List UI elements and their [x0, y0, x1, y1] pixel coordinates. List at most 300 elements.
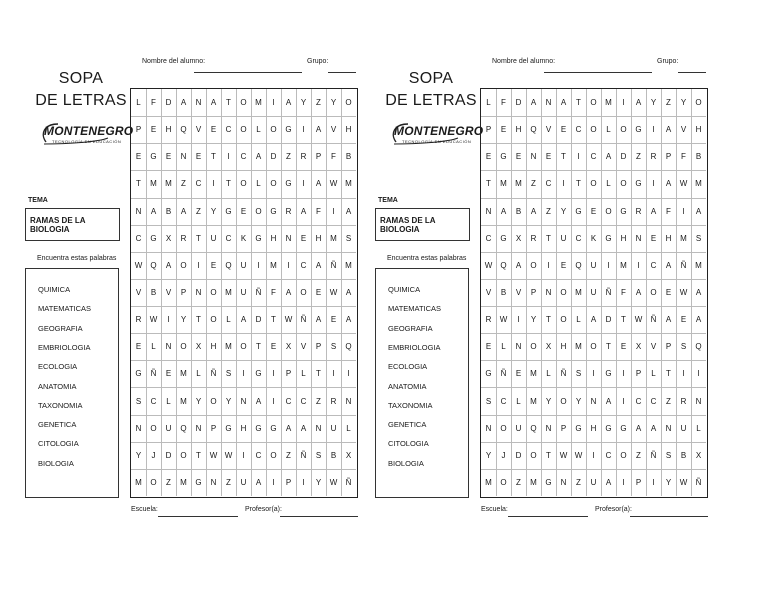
- grid-letter[interactable]: I: [242, 369, 245, 379]
- grid-letter[interactable]: I: [697, 369, 700, 379]
- grid-letter[interactable]: U: [590, 260, 597, 270]
- grid-letter[interactable]: A: [590, 315, 597, 325]
- grid-letter[interactable]: F: [681, 152, 686, 162]
- grid-letter[interactable]: T: [196, 450, 201, 460]
- grid-letter[interactable]: Ñ: [345, 477, 352, 487]
- grid-letter[interactable]: A: [665, 179, 672, 189]
- grid-letter[interactable]: X: [545, 342, 552, 352]
- grid-letter[interactable]: M: [575, 288, 582, 297]
- grid-letter[interactable]: E: [545, 152, 552, 162]
- grid-letter[interactable]: L: [136, 98, 141, 108]
- grid-letter[interactable]: A: [665, 125, 672, 135]
- grid-letter[interactable]: R: [300, 152, 307, 162]
- grid-letter[interactable]: O: [300, 288, 307, 297]
- grid-letter[interactable]: A: [345, 315, 352, 325]
- grid-letter[interactable]: V: [195, 125, 202, 135]
- grid-letter[interactable]: I: [607, 260, 610, 270]
- grid-letter[interactable]: E: [330, 315, 337, 325]
- grid-letter[interactable]: D: [165, 450, 172, 460]
- grid-letter[interactable]: V: [165, 288, 172, 297]
- grid-letter[interactable]: Z: [196, 206, 201, 216]
- grid-letter[interactable]: A: [605, 396, 612, 406]
- grid-letter[interactable]: O: [240, 125, 247, 135]
- grid-letter[interactable]: I: [347, 369, 350, 379]
- grid-letter[interactable]: C: [150, 396, 157, 406]
- grid-letter[interactable]: Z: [166, 477, 171, 487]
- grid-letter[interactable]: M: [620, 260, 627, 270]
- grid-letter[interactable]: E: [620, 342, 627, 352]
- grid-letter[interactable]: A: [300, 423, 307, 433]
- grid-letter[interactable]: S: [330, 342, 337, 352]
- grid-letter[interactable]: T: [256, 342, 261, 352]
- grid-letter[interactable]: S: [665, 450, 672, 460]
- grid-letter[interactable]: A: [150, 206, 157, 216]
- grid-letter[interactable]: O: [180, 450, 187, 460]
- grid-letter[interactable]: M: [180, 477, 187, 487]
- grid-letter[interactable]: A: [300, 206, 307, 216]
- grid-letter[interactable]: I: [547, 260, 550, 270]
- grid-letter[interactable]: G: [225, 423, 232, 433]
- grid-letter[interactable]: A: [240, 315, 247, 325]
- grid-letter[interactable]: Q: [345, 342, 352, 352]
- grid-letter[interactable]: N: [180, 152, 187, 162]
- grid-letter[interactable]: W: [679, 477, 688, 487]
- grid-letter[interactable]: U: [590, 288, 597, 297]
- grid-letter[interactable]: N: [195, 423, 202, 433]
- grid-letter[interactable]: H: [165, 125, 172, 135]
- grid-letter[interactable]: Q: [530, 423, 537, 433]
- grid-letter[interactable]: H: [240, 423, 247, 433]
- grid-letter[interactable]: T: [211, 152, 216, 162]
- grid-letter[interactable]: T: [576, 98, 581, 108]
- grid-letter[interactable]: X: [285, 342, 292, 352]
- grid-letter[interactable]: O: [180, 342, 187, 352]
- grid-letter[interactable]: F: [316, 206, 321, 216]
- grid-letter[interactable]: T: [196, 233, 201, 243]
- grid-letter[interactable]: Q: [150, 260, 157, 270]
- grid-letter[interactable]: Ñ: [560, 369, 567, 379]
- grid-letter[interactable]: F: [151, 98, 156, 108]
- grid-letter[interactable]: L: [166, 396, 171, 406]
- grid-letter[interactable]: W: [559, 450, 568, 460]
- grid-letter[interactable]: Y: [665, 477, 672, 487]
- grid-letter[interactable]: M: [575, 342, 582, 352]
- grid-letter[interactable]: O: [345, 98, 352, 108]
- grid-letter[interactable]: P: [315, 342, 322, 352]
- grid-letter[interactable]: Q: [695, 342, 702, 352]
- grid-letter[interactable]: Z: [666, 98, 671, 108]
- grid-letter[interactable]: A: [285, 98, 292, 108]
- grid-letter[interactable]: M: [695, 260, 702, 270]
- grid-letter[interactable]: U: [560, 233, 567, 243]
- grid-letter[interactable]: G: [255, 423, 262, 433]
- grid-letter[interactable]: I: [592, 450, 595, 460]
- grid-letter[interactable]: A: [345, 206, 352, 216]
- grid-letter[interactable]: X: [635, 342, 642, 352]
- grid-letter[interactable]: J: [151, 450, 156, 460]
- grid-letter[interactable]: A: [255, 152, 262, 162]
- grid-letter[interactable]: N: [485, 206, 492, 216]
- grid-letter[interactable]: W: [224, 450, 233, 460]
- grid-letter[interactable]: P: [530, 288, 537, 297]
- grid-letter[interactable]: X: [695, 450, 702, 460]
- grid-letter[interactable]: G: [285, 125, 292, 135]
- grid-letter[interactable]: C: [225, 233, 232, 243]
- grid-letter[interactable]: Y: [575, 396, 582, 406]
- grid-letter[interactable]: G: [255, 233, 262, 243]
- grid-letter[interactable]: P: [210, 423, 217, 433]
- grid-letter[interactable]: W: [284, 315, 293, 325]
- grid-letter[interactable]: W: [329, 179, 338, 189]
- grid-letter[interactable]: N: [515, 342, 522, 352]
- grid-letter[interactable]: E: [210, 260, 217, 270]
- grid-letter[interactable]: C: [195, 179, 202, 189]
- grid-letter[interactable]: C: [225, 125, 232, 135]
- grid-letter[interactable]: G: [575, 206, 582, 216]
- grid-letter[interactable]: C: [300, 260, 307, 270]
- grid-letter[interactable]: I: [302, 125, 305, 135]
- grid-letter[interactable]: I: [562, 179, 565, 189]
- grid-letter[interactable]: X: [165, 233, 172, 243]
- grid-letter[interactable]: I: [622, 477, 625, 487]
- grid-letter[interactable]: I: [637, 260, 640, 270]
- grid-letter[interactable]: M: [180, 396, 187, 406]
- grid-letter[interactable]: U: [330, 423, 337, 433]
- grid-letter[interactable]: A: [165, 260, 172, 270]
- grid-letter[interactable]: P: [665, 152, 672, 162]
- grid-letter[interactable]: A: [665, 315, 672, 325]
- grid-letter[interactable]: A: [285, 423, 292, 433]
- grid-letter[interactable]: G: [620, 423, 627, 433]
- grid-letter[interactable]: F: [666, 206, 671, 216]
- grid-letter[interactable]: M: [150, 179, 157, 189]
- grid-letter[interactable]: L: [501, 342, 506, 352]
- grid-letter[interactable]: Q: [180, 423, 187, 433]
- grid-letter[interactable]: G: [150, 152, 157, 162]
- grid-letter[interactable]: C: [255, 450, 262, 460]
- grid-letter[interactable]: M: [270, 260, 277, 270]
- grid-letter[interactable]: P: [485, 125, 492, 135]
- grid-letter[interactable]: Y: [680, 98, 687, 108]
- grid-letter[interactable]: Ñ: [680, 260, 687, 270]
- grid-letter[interactable]: A: [285, 288, 292, 297]
- grid-letter[interactable]: C: [575, 125, 582, 135]
- grid-letter[interactable]: A: [695, 315, 702, 325]
- grid-letter[interactable]: Y: [210, 206, 217, 216]
- grid-letter[interactable]: I: [652, 477, 655, 487]
- grid-letter[interactable]: T: [226, 98, 231, 108]
- grid-letter[interactable]: S: [575, 369, 582, 379]
- grid-letter[interactable]: R: [680, 396, 687, 406]
- grid-letter[interactable]: R: [180, 233, 187, 243]
- grid-letter[interactable]: N: [135, 206, 142, 216]
- grid-letter[interactable]: O: [590, 125, 597, 135]
- grid-letter[interactable]: L: [256, 179, 261, 189]
- grid-letter[interactable]: A: [695, 206, 702, 216]
- grid-letter[interactable]: C: [605, 450, 612, 460]
- grid-letter[interactable]: T: [561, 152, 566, 162]
- grid-letter[interactable]: U: [515, 423, 522, 433]
- grid-letter[interactable]: E: [485, 152, 492, 162]
- grid-letter[interactable]: C: [590, 152, 597, 162]
- grid-letter[interactable]: K: [590, 233, 597, 243]
- grid-letter[interactable]: L: [516, 396, 521, 406]
- grid-letter[interactable]: D: [270, 152, 277, 162]
- grid-letter[interactable]: Z: [226, 477, 231, 487]
- grid-letter[interactable]: A: [695, 288, 702, 297]
- grid-letter[interactable]: Y: [330, 98, 337, 108]
- grid-letter[interactable]: Y: [195, 396, 202, 406]
- grid-letter[interactable]: G: [575, 423, 582, 433]
- grid-letter[interactable]: Z: [316, 396, 321, 406]
- grid-letter[interactable]: C: [285, 396, 292, 406]
- grid-letter[interactable]: M: [225, 342, 232, 352]
- grid-letter[interactable]: M: [225, 288, 232, 297]
- grid-letter[interactable]: N: [345, 396, 352, 406]
- grid-letter[interactable]: I: [332, 369, 335, 379]
- grid-letter[interactable]: I: [272, 98, 275, 108]
- grid-letter[interactable]: N: [695, 396, 702, 406]
- student-name-field[interactable]: [544, 72, 652, 73]
- grid-letter[interactable]: A: [315, 179, 322, 189]
- grid-letter[interactable]: B: [680, 450, 687, 460]
- grid-letter[interactable]: O: [560, 288, 567, 297]
- teacher-field[interactable]: [630, 516, 708, 517]
- grid-letter[interactable]: U: [240, 260, 247, 270]
- grid-letter[interactable]: I: [592, 369, 595, 379]
- grid-letter[interactable]: O: [530, 260, 537, 270]
- grid-letter[interactable]: A: [515, 260, 522, 270]
- grid-letter[interactable]: Z: [531, 179, 536, 189]
- grid-letter[interactable]: O: [270, 450, 277, 460]
- grid-letter[interactable]: E: [315, 288, 322, 297]
- grid-letter[interactable]: I: [272, 477, 275, 487]
- grid-letter[interactable]: M: [330, 233, 337, 243]
- grid-letter[interactable]: N: [195, 98, 202, 108]
- grid-letter[interactable]: O: [150, 423, 157, 433]
- grid-letter[interactable]: S: [680, 342, 687, 352]
- grid-letter[interactable]: A: [315, 260, 322, 270]
- grid-letter[interactable]: Ñ: [650, 450, 657, 460]
- grid-letter[interactable]: Y: [650, 98, 657, 108]
- grid-letter[interactable]: E: [210, 125, 217, 135]
- school-field[interactable]: [158, 516, 238, 517]
- grid-letter[interactable]: Ñ: [500, 369, 507, 379]
- grid-letter[interactable]: G: [620, 206, 627, 216]
- grid-letter[interactable]: O: [620, 125, 627, 135]
- grid-letter[interactable]: C: [485, 233, 492, 243]
- grid-letter[interactable]: V: [680, 125, 687, 135]
- grid-letter[interactable]: P: [635, 369, 642, 379]
- grid-letter[interactable]: G: [135, 369, 142, 379]
- grid-letter[interactable]: D: [605, 315, 612, 325]
- grid-letter[interactable]: V: [650, 342, 657, 352]
- grid-letter[interactable]: O: [590, 342, 597, 352]
- grid-letter[interactable]: A: [530, 98, 537, 108]
- grid-letter[interactable]: M: [180, 369, 187, 379]
- grid-letter[interactable]: V: [485, 288, 492, 297]
- grid-letter[interactable]: T: [666, 369, 671, 379]
- grid-letter[interactable]: N: [210, 477, 217, 487]
- grid-letter[interactable]: U: [240, 288, 247, 297]
- grid-letter[interactable]: W: [134, 260, 143, 270]
- grid-letter[interactable]: E: [485, 342, 492, 352]
- grid-letter[interactable]: A: [255, 477, 262, 487]
- grid-letter[interactable]: H: [560, 342, 567, 352]
- grid-letter[interactable]: Q: [180, 125, 187, 135]
- grid-letter[interactable]: A: [345, 288, 352, 297]
- grid-letter[interactable]: W: [499, 315, 508, 325]
- grid-letter[interactable]: A: [605, 152, 612, 162]
- grid-letter[interactable]: O: [270, 125, 277, 135]
- grid-letter[interactable]: N: [545, 423, 552, 433]
- grid-letter[interactable]: E: [135, 342, 142, 352]
- grid-letter[interactable]: X: [515, 233, 522, 243]
- grid-letter[interactable]: L: [606, 179, 611, 189]
- grid-letter[interactable]: M: [135, 477, 142, 487]
- grid-letter[interactable]: W: [679, 288, 688, 297]
- grid-letter[interactable]: E: [560, 260, 567, 270]
- group-field[interactable]: [678, 72, 706, 73]
- grid-letter[interactable]: F: [271, 288, 276, 297]
- grid-letter[interactable]: C: [635, 396, 642, 406]
- grid-letter[interactable]: P: [135, 125, 142, 135]
- grid-letter[interactable]: Y: [545, 396, 552, 406]
- grid-letter[interactable]: W: [209, 450, 218, 460]
- grid-letter[interactable]: E: [515, 152, 522, 162]
- grid-letter[interactable]: I: [622, 396, 625, 406]
- grid-letter[interactable]: C: [545, 179, 552, 189]
- grid-letter[interactable]: Z: [546, 206, 551, 216]
- teacher-field[interactable]: [280, 516, 358, 517]
- grid-letter[interactable]: E: [500, 125, 507, 135]
- grid-letter[interactable]: F: [331, 152, 336, 162]
- grid-letter[interactable]: N: [560, 477, 567, 487]
- grid-letter[interactable]: E: [590, 206, 597, 216]
- grid-letter[interactable]: T: [621, 315, 626, 325]
- grid-letter[interactable]: O: [240, 342, 247, 352]
- grid-letter[interactable]: N: [530, 152, 537, 162]
- grid-letter[interactable]: R: [330, 396, 337, 406]
- grid-letter[interactable]: O: [650, 288, 657, 297]
- grid-letter[interactable]: L: [651, 369, 656, 379]
- grid-letter[interactable]: I: [287, 260, 290, 270]
- grid-letter[interactable]: E: [165, 152, 172, 162]
- grid-letter[interactable]: S: [345, 233, 352, 243]
- grid-letter[interactable]: A: [530, 206, 537, 216]
- grid-letter[interactable]: B: [500, 288, 507, 297]
- grid-letter[interactable]: A: [650, 423, 657, 433]
- grid-letter[interactable]: Q: [530, 125, 537, 135]
- grid-letter[interactable]: M: [605, 98, 612, 108]
- grid-letter[interactable]: E: [300, 233, 307, 243]
- grid-letter[interactable]: W: [574, 450, 583, 460]
- grid-letter[interactable]: U: [240, 477, 247, 487]
- grid-letter[interactable]: Ñ: [330, 260, 337, 270]
- grid-letter[interactable]: L: [346, 423, 351, 433]
- grid-letter[interactable]: Ñ: [695, 477, 702, 487]
- grid-letter[interactable]: E: [650, 233, 657, 243]
- grid-letter[interactable]: I: [622, 369, 625, 379]
- grid-letter[interactable]: S: [695, 233, 702, 243]
- grid-letter[interactable]: T: [576, 179, 581, 189]
- grid-letter[interactable]: O: [500, 423, 507, 433]
- grid-letter[interactable]: G: [635, 125, 642, 135]
- grid-letter[interactable]: M: [165, 179, 172, 189]
- grid-letter[interactable]: R: [530, 233, 537, 243]
- grid-letter[interactable]: B: [165, 206, 172, 216]
- grid-letter[interactable]: B: [330, 450, 337, 460]
- grid-letter[interactable]: P: [560, 423, 567, 433]
- grid-letter[interactable]: O: [695, 98, 702, 108]
- grid-letter[interactable]: E: [515, 369, 522, 379]
- grid-letter[interactable]: N: [590, 396, 597, 406]
- grid-letter[interactable]: P: [285, 477, 292, 487]
- grid-letter[interactable]: L: [151, 342, 156, 352]
- grid-letter[interactable]: D: [620, 152, 627, 162]
- grid-letter[interactable]: H: [515, 125, 522, 135]
- grid-letter[interactable]: H: [345, 125, 352, 135]
- grid-letter[interactable]: Y: [485, 450, 492, 460]
- grid-letter[interactable]: L: [546, 369, 551, 379]
- grid-letter[interactable]: N: [545, 98, 552, 108]
- grid-letter[interactable]: C: [500, 396, 507, 406]
- grid-letter[interactable]: Ñ: [150, 369, 157, 379]
- grid-letter[interactable]: I: [622, 98, 625, 108]
- grid-letter[interactable]: Ñ: [255, 288, 262, 297]
- grid-letter[interactable]: I: [212, 179, 215, 189]
- grid-letter[interactable]: L: [256, 125, 261, 135]
- grid-letter[interactable]: N: [240, 396, 247, 406]
- grid-letter[interactable]: T: [226, 179, 231, 189]
- grid-letter[interactable]: Z: [636, 152, 641, 162]
- grid-letter[interactable]: I: [577, 152, 580, 162]
- grid-letter[interactable]: G: [485, 369, 492, 379]
- grid-letter[interactable]: T: [546, 450, 551, 460]
- grid-letter[interactable]: H: [590, 423, 597, 433]
- grid-letter[interactable]: Z: [316, 98, 321, 108]
- grid-letter[interactable]: R: [285, 206, 292, 216]
- grid-letter[interactable]: O: [500, 477, 507, 487]
- grid-letter[interactable]: O: [180, 260, 187, 270]
- grid-letter[interactable]: A: [635, 288, 642, 297]
- grid-letter[interactable]: E: [165, 369, 172, 379]
- grid-letter[interactable]: H: [620, 233, 627, 243]
- grid-letter[interactable]: H: [315, 233, 322, 243]
- grid-letter[interactable]: W: [329, 477, 338, 487]
- grid-letter[interactable]: O: [620, 179, 627, 189]
- grid-letter[interactable]: Y: [315, 477, 322, 487]
- grid-letter[interactable]: M: [485, 477, 492, 487]
- grid-letter[interactable]: S: [485, 396, 492, 406]
- grid-letter[interactable]: M: [695, 179, 702, 189]
- grid-letter[interactable]: O: [560, 396, 567, 406]
- grid-letter[interactable]: W: [149, 315, 158, 325]
- grid-letter[interactable]: I: [332, 206, 335, 216]
- grid-letter[interactable]: G: [225, 206, 232, 216]
- grid-letter[interactable]: T: [606, 342, 611, 352]
- grid-letter[interactable]: A: [635, 423, 642, 433]
- grid-letter[interactable]: H: [665, 233, 672, 243]
- grid-letter[interactable]: D: [515, 98, 522, 108]
- grid-letter[interactable]: I: [242, 450, 245, 460]
- grid-letter[interactable]: Y: [300, 98, 307, 108]
- grid-letter[interactable]: I: [272, 396, 275, 406]
- grid-letter[interactable]: M: [530, 477, 537, 487]
- grid-letter[interactable]: O: [590, 179, 597, 189]
- grid-letter[interactable]: G: [150, 233, 157, 243]
- grid-letter[interactable]: G: [545, 477, 552, 487]
